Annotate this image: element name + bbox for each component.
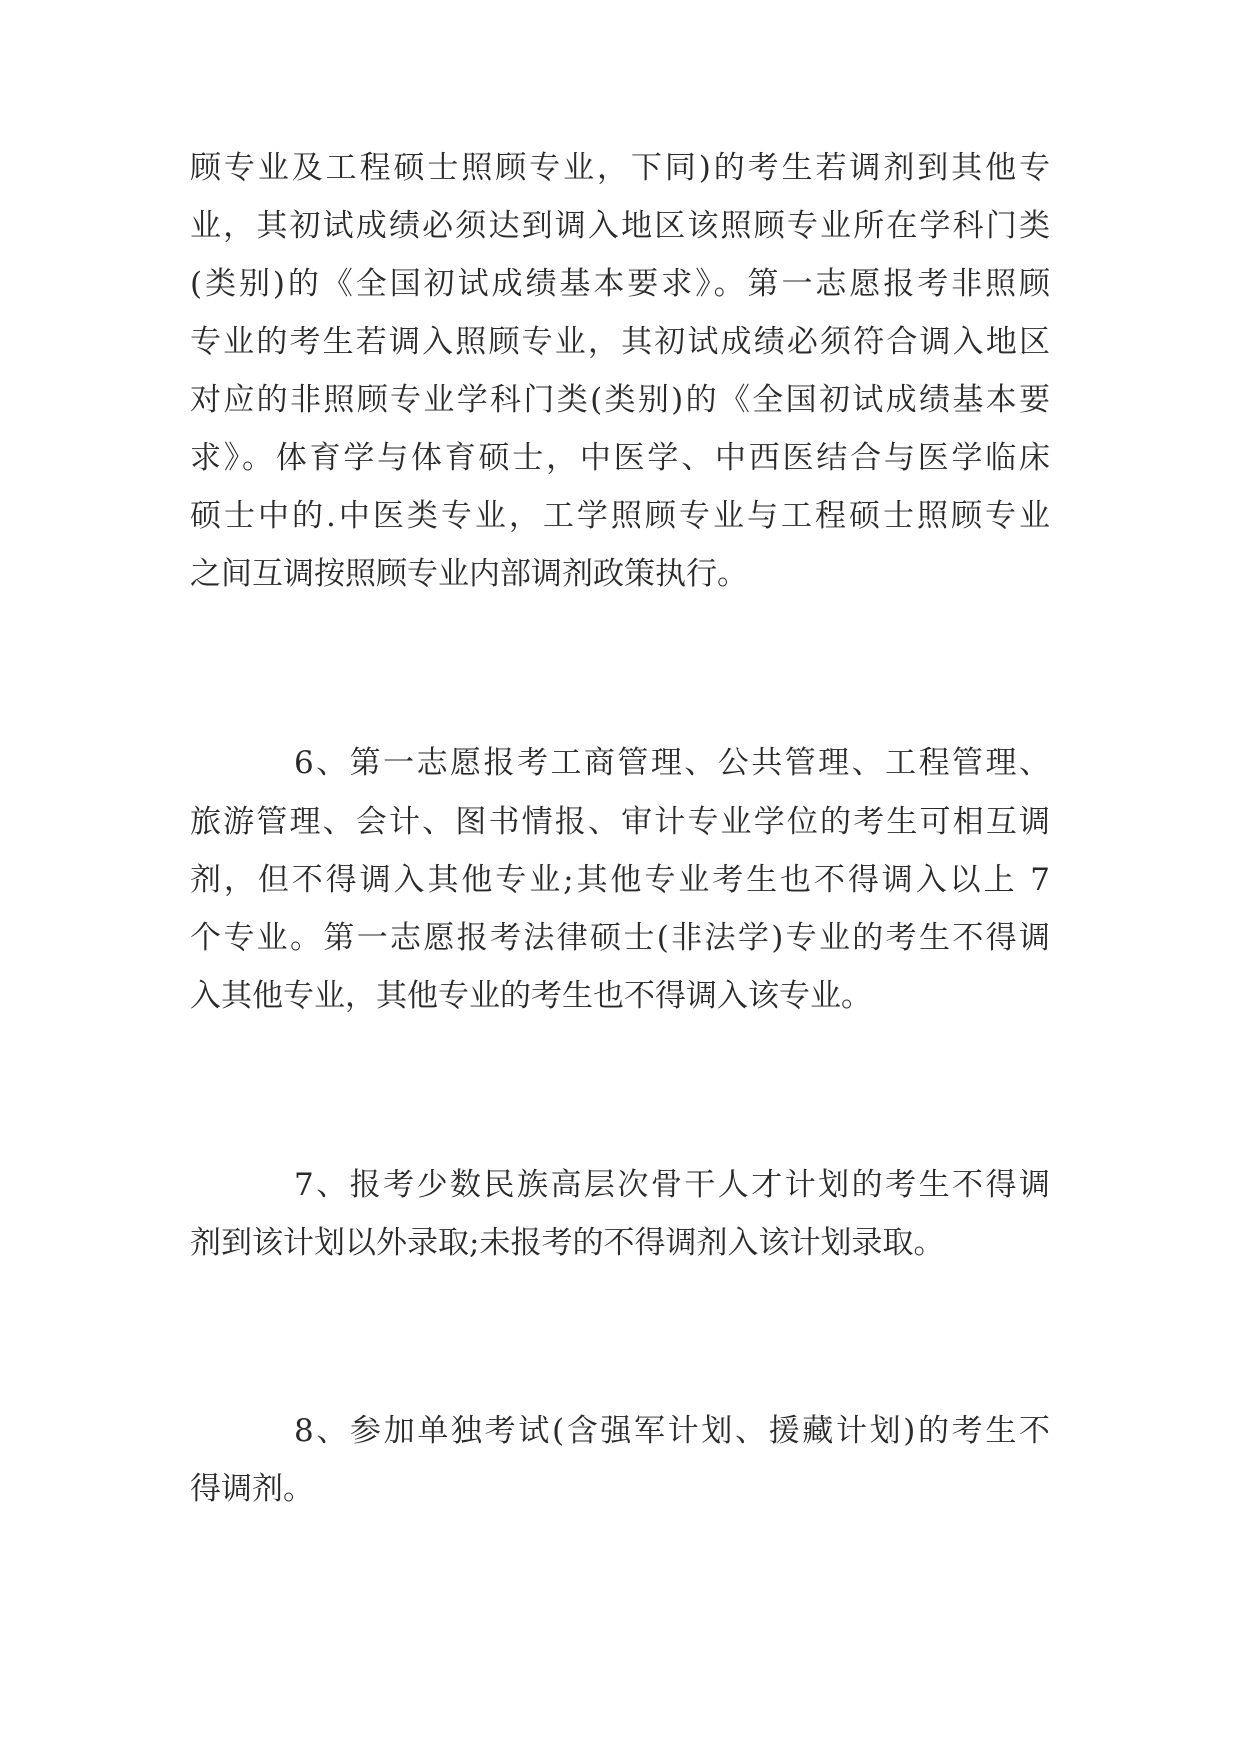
item-6-line: 入其他专业，其他专业的考生也不得调入该专业。: [190, 978, 872, 1014]
paragraph-line: (类别)的《全国初试成绩基本要求》。第一志愿报考非照顾: [190, 266, 1050, 302]
item-8-line: 8、参加单独考试(含强军计划、援藏计划)的考生不: [294, 1413, 1050, 1449]
paragraph-line: 对应的非照顾专业学科门类(类别)的《全国初试成绩基本要: [190, 382, 1050, 418]
item-7-line: 剂到该计划以外录取;未报考的不得调剂入该计划录取。: [190, 1225, 945, 1261]
paragraph-line: 业，其初试成绩必须达到调入地区该照顾专业所在学科门类: [190, 208, 1050, 244]
item-7-line: 7、报考少数民族高层次骨干人才计划的考生不得调: [294, 1167, 1050, 1203]
item-6-line: 6、第一志愿报考工商管理、公共管理、工程管理、: [294, 745, 1050, 781]
item-6-line: 剂，但不得调入其他专业;其他专业考生也不得调入以上 7: [190, 862, 1050, 898]
item-8-line: 得调剂。: [190, 1471, 314, 1507]
paragraph-line: 专业的考生若调入照顾专业，其初试成绩必须符合调入地区: [190, 324, 1050, 360]
item-6-line: 旅游管理、会计、图书情报、审计专业学位的考生可相互调: [190, 804, 1050, 840]
item-6-line: 个专业。第一志愿报考法律硕士(非法学)专业的考生不得调: [190, 920, 1050, 956]
paragraph-line: 顾专业及工程硕士照顾专业，下同)的考生若调剂到其他专: [190, 150, 1050, 186]
paragraph-line: 之间互调按照顾专业内部调剂政策执行。: [190, 556, 748, 592]
paragraph-line: 求》。体育学与体育硕士，中医学、中西医结合与医学临床: [190, 440, 1050, 476]
paragraph-line: 硕士中的.中医类专业，工学照顾专业与工程硕士照顾专业: [190, 498, 1050, 534]
